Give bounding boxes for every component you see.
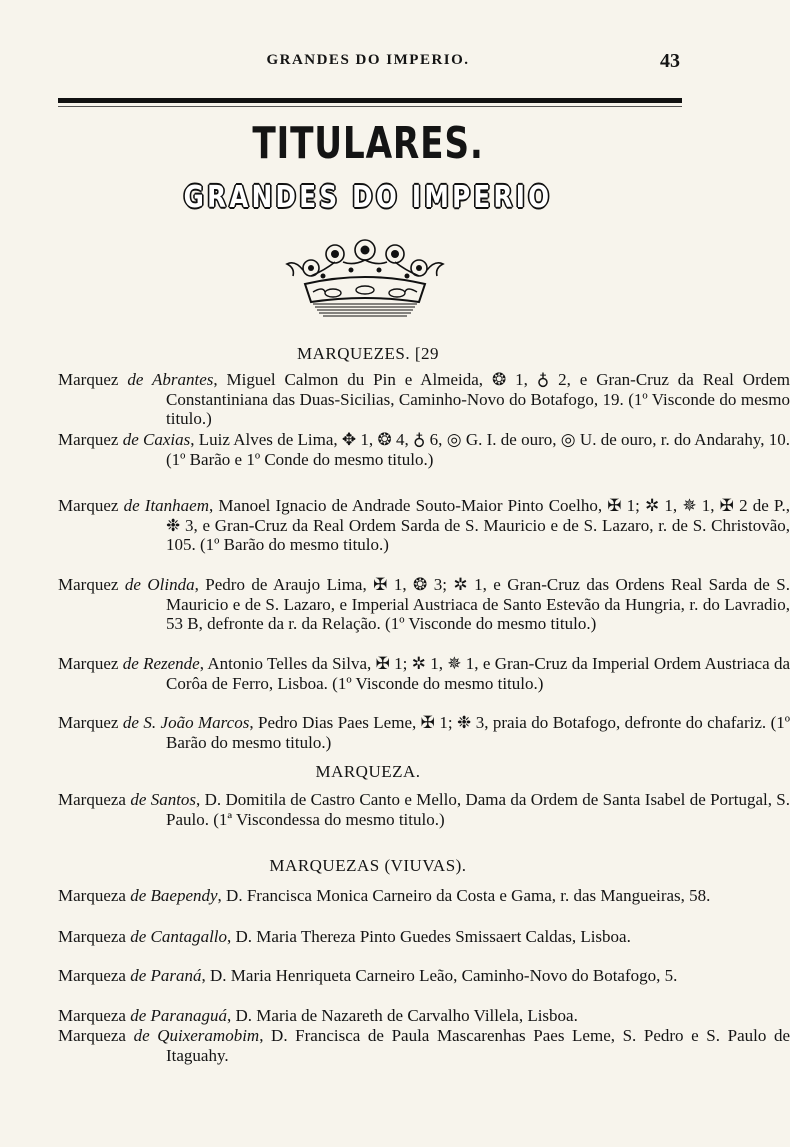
entry-marquez-rezende (58, 654, 790, 693)
entry-prefix: Marqueza (58, 1026, 134, 1045)
entry-place: Itanhaem (144, 496, 210, 515)
entry-marquez-sao-joao-marcos (58, 713, 790, 752)
entry-particle: de (130, 790, 151, 809)
entry-prefix: Marquez (58, 713, 123, 732)
entry-marquez-abrantes (58, 370, 790, 429)
entry-particle: de (130, 927, 151, 946)
entry-place: S. João Marcos (143, 713, 250, 732)
entry-prefix: Marqueza (58, 1006, 131, 1025)
entry-place: Quixeramobim (157, 1026, 260, 1045)
entry-prefix: Marquez (58, 575, 125, 594)
entry-particle: de (122, 430, 144, 449)
entry-marqueza-parana (58, 966, 790, 986)
entry-prefix: Marqueza (58, 790, 131, 809)
entry-marqueza-santos (58, 790, 790, 829)
entry-body: , Pedro Dias Paes Leme, ✠ 1; ❉ 3, praia do Botafogo, defronte do chafariz. (1º Barão do mesmo titulo.) (166, 713, 790, 752)
entry-body: , Miguel Calmon du Pin e Almeida, ❂ 1, ♁ 2, e Gran-Cruz da Real Ordem Constantiniana das Duas-Sicilias, Caminho-Novo do Botafogo, 19. (1º Visconde do mesmo titulo.) (166, 370, 790, 428)
entry-particle: de (130, 1006, 151, 1025)
entry-body: , D. Francisca de Paula Mascarenhas Paes Leme, S. Pedro e S. Paulo de Itaguahy. (166, 1026, 790, 1065)
entry-place: Paranaguá (150, 1006, 228, 1025)
entry-place: Rezende (143, 654, 200, 673)
entry-body: , D. Maria de Nazareth de Carvalho Villela, Lisboa. (227, 1006, 578, 1025)
entry-prefix: Marquez (58, 430, 123, 449)
entry-body: , D. Domitila de Castro Canto e Mello, Dama da Ordem de Santa Isabel de Portugal, S. Paulo. (1ª Viscondessa do mesmo titulo.) (166, 790, 790, 829)
page-number: 43 (660, 50, 680, 72)
entry-body: , Luiz Alves de Lima, ✥ 1, ❂ 4, ♁ 6, ◎ G. I. de ouro, ◎ U. de ouro, r. do Andarahy, 10. (1º Barão e 1º Conde do mesmo titulo.) (166, 430, 790, 469)
entry-place: Caxias (143, 430, 191, 449)
entry-place: Baependy (150, 886, 218, 905)
entry-particle: de (123, 496, 145, 515)
entry-particle: de (127, 370, 152, 389)
header-rule (58, 98, 682, 103)
group-heading-marquezas-viuvas: MARQUEZAS (VIUVAS). (269, 856, 467, 875)
entry-particle: de (130, 966, 151, 985)
entry-body: , D. Maria Thereza Pinto Guedes Smissaert Caldas, Lisboa. (227, 927, 631, 946)
entry-particle: de (122, 654, 144, 673)
entry-body: , Pedro de Araujo Lima, ✠ 1, ❂ 3; ✲ 1, e Gran-Cruz das Ordens Real Sarda de S. Mauricio e de S. Lazaro, e Imperial Austriaca de Santo Estevão da Hungria, r. do Lavradio, 53 B, defronte da r. da Relação. (1º Visconde do mesmo titulo.) (166, 575, 790, 633)
entry-particle: de (122, 713, 144, 732)
entry-body: , Manoel Ignacio de Andrade Souto-Maior Pinto Coelho, ✠ 1; ✲ 1, ✵ 1, ✠ 2 de P., ❉ 3, e Gran-Cruz da Real Ordem Sarda de S. Mauricio e de S. Lazaro, r. de S. Christovão, 105. (1º Barão do mesmo titulo.) (166, 496, 790, 554)
entry-marqueza-baependy (58, 886, 790, 906)
entry-place: Olinda (147, 575, 195, 594)
running-title: GRANDES DO IMPERIO. (266, 52, 470, 68)
entry-marqueza-paranagua (58, 1006, 790, 1026)
entry-particle: de (130, 886, 151, 905)
coronet-icon (283, 240, 447, 328)
entry-body: , Antonio Telles da Silva, ✠ 1; ✲ 1, ✵ 1, e Gran-Cruz da Imperial Ordem Austriaca da Corôa de Ferro, Lisboa. (1º Visconde do mesmo titulo.) (166, 654, 790, 693)
entry-prefix: Marqueza (58, 927, 131, 946)
entry-prefix: Marquez (58, 654, 123, 673)
entry-body: , D. Maria Henriqueta Carneiro Leão, Caminho-Novo do Botafogo, 5. (201, 966, 678, 985)
entry-place: Paraná (150, 966, 202, 985)
entry-body: , D. Francisca Monica Carneiro da Costa e Gama, r. das Mangueiras, 58. (217, 886, 711, 905)
entry-marquez-olinda (58, 575, 790, 634)
entry-marqueza-quixeramobim (58, 1026, 790, 1065)
header-rule-thin (58, 106, 682, 107)
section-title: TITULARES. (252, 118, 484, 169)
entry-marquez-itanhaem (58, 496, 790, 555)
entry-prefix: Marqueza (58, 966, 131, 985)
group-heading-marquezes: MARQUEZES. [29 (296, 344, 440, 363)
entry-particle: de (124, 575, 148, 594)
group-heading-marqueza: MARQUEZA. (315, 762, 421, 781)
entry-marquez-caxias (58, 430, 790, 469)
entry-prefix: Marquez (58, 496, 124, 515)
entry-place: Santos (150, 790, 197, 809)
subsection-title: GRANDES DO IMPERIO (183, 180, 553, 215)
running-head (0, 50, 736, 74)
entry-particle: de (133, 1026, 158, 1045)
entry-prefix: Marquez (58, 370, 128, 389)
entry-marqueza-cantagallo (58, 927, 790, 947)
entry-place: Abrantes (151, 370, 214, 389)
entry-place: Cantagallo (150, 927, 228, 946)
entry-prefix: Marqueza (58, 886, 131, 905)
